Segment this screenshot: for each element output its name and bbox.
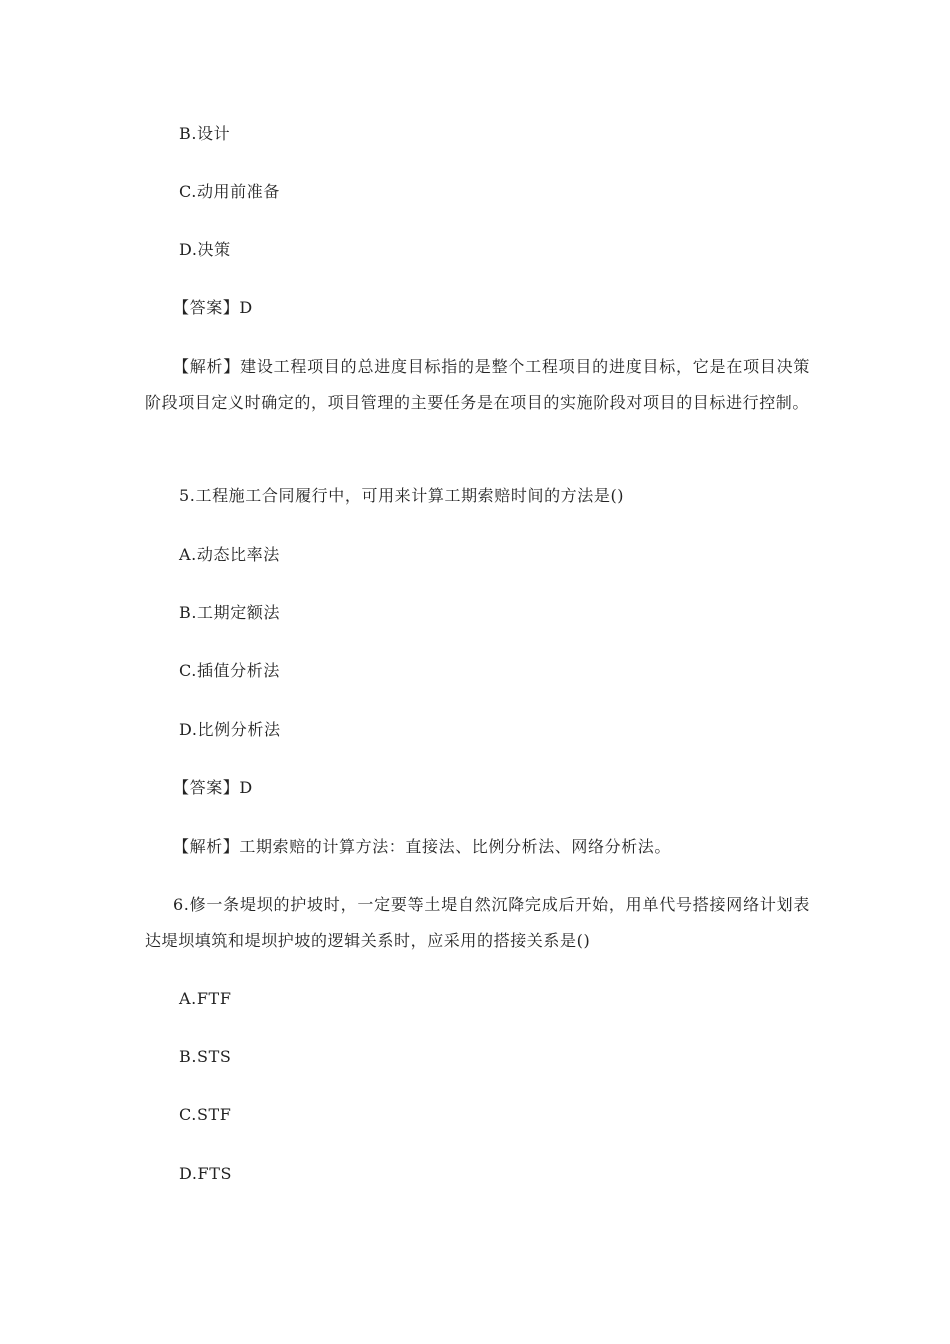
q5-option-d: D.比例分析法 <box>179 720 281 739</box>
q5-option-b: B.工期定额法 <box>179 603 281 622</box>
q4-option-c: C.动用前准备 <box>179 182 280 201</box>
q5-analysis: 【解析】工期索赔的计算方法：直接法、比例分析法、网络分析法。 <box>173 837 672 856</box>
q4-option-b: B.设计 <box>179 124 231 143</box>
q6-option-d: D.FTS <box>179 1164 233 1183</box>
q6-option-c: C.STF <box>179 1105 232 1124</box>
q6-option-a: A.FTF <box>179 989 232 1008</box>
q5-answer: 【答案】D <box>173 778 253 797</box>
q5-option-c: C.插值分析法 <box>179 661 280 680</box>
q6-option-b: B.STS <box>179 1047 232 1066</box>
q6-question: 6.修一条堤坝的护坡时，一定要等土堤自然沉降完成后开始，用单代号搭接网络计划表达堤坝填筑和堤坝护坡的逻辑关系时，应采用的搭接关系是() <box>145 895 810 950</box>
q5-option-a: A.动态比率法 <box>179 545 280 564</box>
q4-option-d: D.决策 <box>179 240 231 259</box>
q5-question: 5.工程施工合同履行中，可用来计算工期索赔时间的方法是() <box>179 486 625 505</box>
q4-answer: 【答案】D <box>173 298 253 317</box>
q4-analysis: 【解析】建设工程项目的总进度目标指的是整个工程项目的进度目标，它是在项目决策阶段项目定义时确定的，项目管理的主要任务是在项目的实施阶段对项目的目标进行控制。 <box>145 357 810 412</box>
